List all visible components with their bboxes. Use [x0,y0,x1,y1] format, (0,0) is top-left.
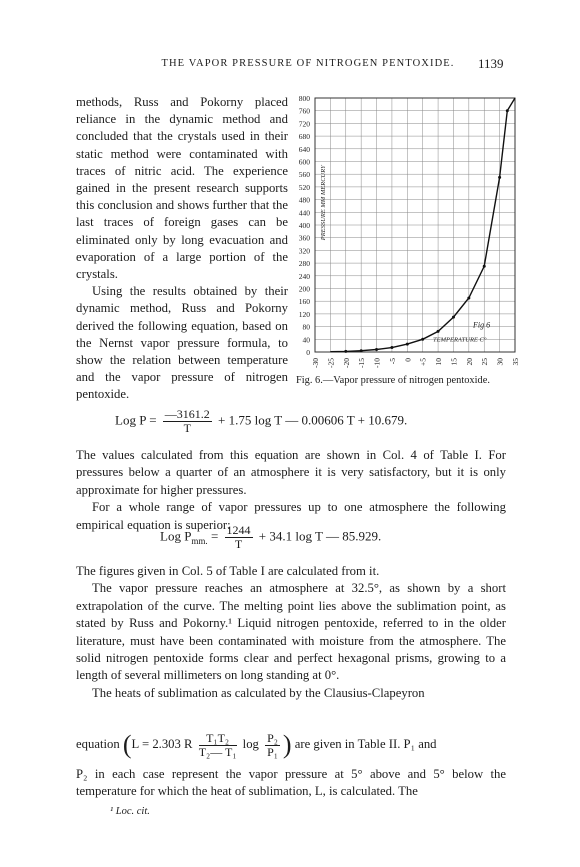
equation-clausius: equation (L = 2.303 R $\frac{\text{T₁T₂}}{\text{T₂— T₁}}$ log $\frac{\text{P₂}}{\text{P₁}}$ ) are given in Table II. P₁ and [76,730,437,759]
x-tick-label: -15 [357,358,367,368]
footnote: ¹ Loc. cit. [110,806,150,817]
x-tick-label: +5 [418,358,428,366]
text-after-eq1: The values calculated from this equation are shown in Col. 4 of Table I. For pressures below a quarter of an atmosphere it is very satisfactory, but it is only approximate for higher pressures. For a whole range of vapor pressures up to one atmosphere the following empirical equation is superior: [76,447,506,534]
paragraph-methods: methods, Russ and Pokorny placed reliance in the dynamic method and concluded that the crystals used in their static method were contaminated with traces of nitric acid. The experience gained in the present research supports this conclusion and shows further that the last traces of foreign gases can be eliminated only by long evacuation and evaporation of a large portion of the crystals. [76,95,288,282]
x-tick-label: 30 [495,358,505,366]
y-tick-label: 0 [306,348,310,357]
x-tick-label: -10 [372,358,382,368]
y-axis-label: PRESSURE MM MERCURY [320,165,327,241]
x-tick-label: -5 [387,358,397,365]
data-point [483,265,486,268]
vapor-pressure-figure [283,90,523,380]
paragraph-heats-cont: P₂ in each case represent the vapor pressure at 5° above and 5° below the temperature for which the heat of sublimation, L, is calculated. The [76,767,506,799]
text-before-eq2: For a whole range of vapor pressures up to one atmosphere the following empirical equation is superior: [76,500,506,532]
x-tick-label: 15 [449,358,459,366]
eq1-fraction: $\frac{—3161.2}{T}$ [164,407,210,435]
y-tick-label: 240 [298,271,310,281]
y-tick-label: 400 [298,221,310,230]
data-point [406,343,409,346]
x-tick-label: -25 [326,358,336,368]
data-point [498,176,501,179]
x-tick-label: 10 [434,358,444,366]
figure-caption: Fig. 6.—Vapor pressure of nitrogen pentoxide. [296,375,490,386]
y-tick-label: 120 [298,309,310,319]
data-point [390,346,393,349]
y-tick-label: 360 [298,233,310,243]
y-tick-label: 160 [298,297,310,307]
data-point [421,338,424,341]
data-point [506,109,509,112]
x-axis-label: TEMPERATURE C° [433,336,487,344]
left-column [76,94,288,404]
y-tick-label: 720 [298,119,310,129]
paragraph-melting-point: The vapor pressure reaches an atmosphere at 32.5°, as shown by a short extrapolation of the curve. The melting point lies above the sublimation point, as stated by Russ and Pokorny.¹ Liquid nitrogen pentoxide, referred to in the older literature, must have been contaminated with moisture from the atmosphere. The solid nitrogen pentoxide forms clear and perfect hexagonal prisms, growing to a length of several millimeters on long standing at 0°. [76,581,506,683]
x-tick-label: 20 [464,358,474,366]
x-tick-label: -20 [341,358,351,368]
x-tick-label: 35 [511,358,520,366]
data-point [452,316,455,319]
y-tick-label: 640 [298,144,310,154]
y-tick-label: 40 [302,335,310,345]
y-tick-label: 80 [302,322,310,332]
y-tick-label: 280 [298,259,310,269]
y-tick-label: 480 [298,195,310,205]
data-point [467,297,470,300]
y-tick-label: 520 [298,182,310,192]
eq2-fraction: $\frac{1244}{T}$ [226,523,251,551]
data-point [344,350,347,353]
y-tick-label: 800 [298,94,310,103]
data-point [375,348,378,351]
body-paragraphs [76,563,506,702]
page-number: 1139 [478,56,504,71]
x-tick-label: -30 [311,358,320,368]
y-tick-label: 440 [298,208,310,218]
x-tick-label: 25 [480,358,490,366]
text-after-eq2: The figures given in Col. 5 of Table I are calculated from it. [76,564,380,578]
data-point [360,349,363,352]
y-tick-label: 600 [298,157,310,167]
equation-nernst [115,408,407,435]
eq1-rest: + 1.75 log T — 0.00606 T + 10.679. [218,412,408,428]
paragraph-heats: The heats of sublimation as calculated by the Clausius-Clapeyron [92,685,425,700]
y-tick-label: 760 [298,106,310,116]
eq1-lhs: Log P = [115,412,157,428]
y-tick-label: 320 [298,246,310,256]
paragraph-dynamic-method: Using the results obtained by their dynamic method, Russ and Pokorny derived the following equation, based on the Nernst vapor pressure formula, to show the relation between temperature and the vapor pressure of nitrogen pentoxide. [76,284,288,402]
x-tick-label: 0 [403,358,413,362]
y-tick-label: 680 [298,132,310,142]
y-tick-label: 200 [298,284,310,294]
y-tick-label: 560 [298,170,310,180]
equation-empirical: Log $P_{mm.}$ = $\frac{1244}{T}$ + 34.1 log T — 85.929. [160,523,382,551]
data-point [437,330,440,333]
running-header: THE VAPOR PRESSURE OF NITROGEN PENTOXIDE. [161,58,455,69]
figure-label: Fig 6 [473,320,491,330]
